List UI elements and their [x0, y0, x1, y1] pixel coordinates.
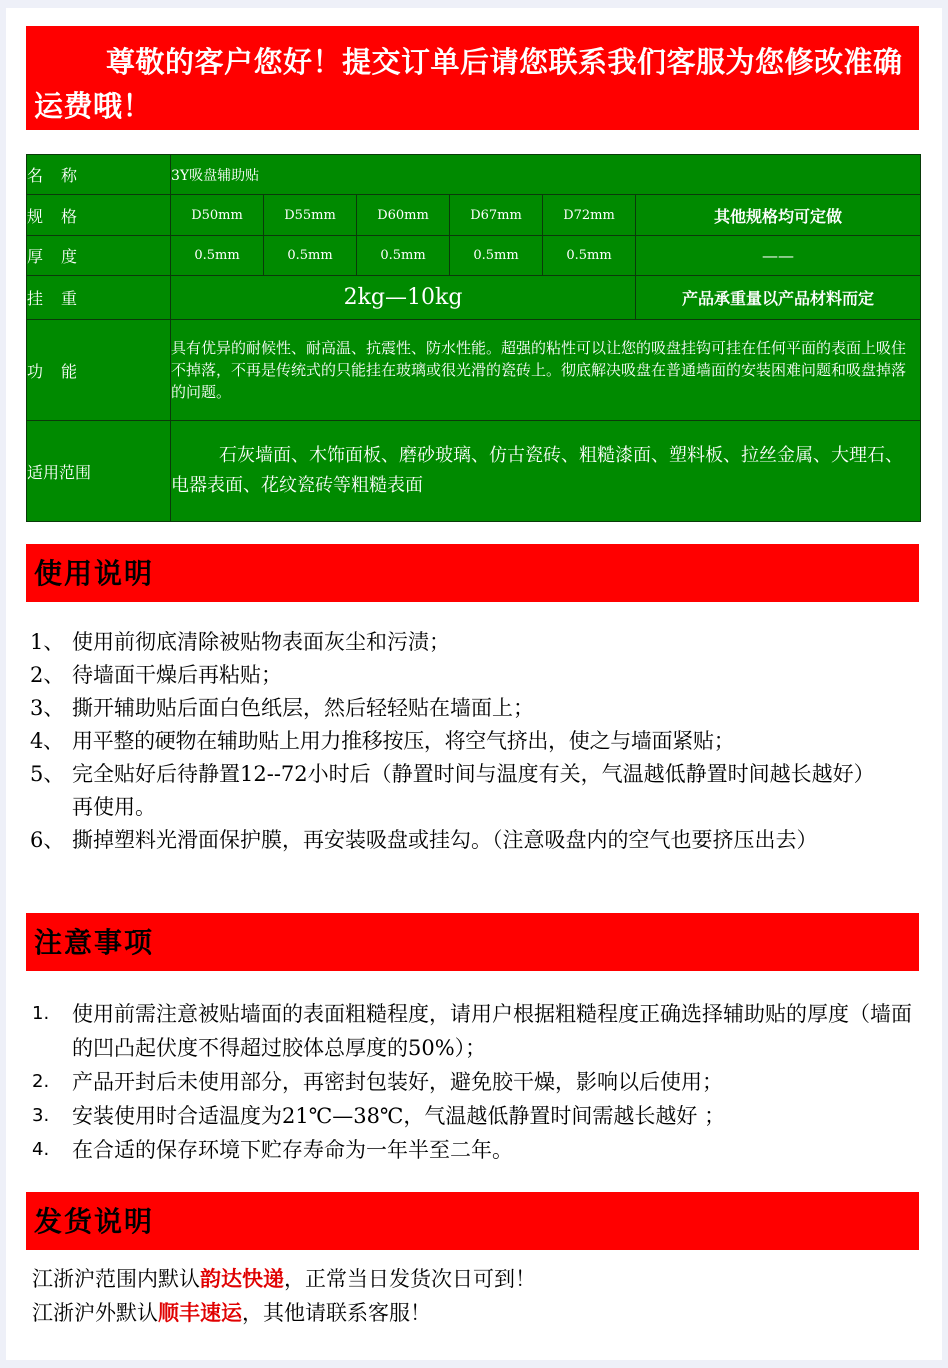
usage-section-header	[26, 544, 919, 602]
spec-value-scope: 石灰墙面、木饰面板、磨砂玻璃、仿古瓷砖、粗糙漆面、塑料板、拉丝金属、大理石、电器表面、花纹瓷砖等粗糙表面	[171, 421, 921, 522]
spec-weight-note: 产品承重量以产品材料而定	[636, 276, 921, 320]
list-item-number: 1、	[30, 630, 65, 654]
list-item-text: 撕开辅助贴后面白色纸层，然后轻轻贴在墙面上；	[72, 696, 534, 720]
shipping-line-2-prefix: 江浙沪外默认	[32, 1301, 158, 1325]
spec-size-cell: D72mm	[543, 195, 636, 236]
list-item-text: 完全贴好后待静置12--72小时后（静置时间与温度有关，气温越低静置时间越长越好）再使用。	[72, 762, 875, 819]
spec-row-weight	[27, 276, 921, 320]
spec-thickness-cell: 0.5mm	[543, 236, 636, 276]
spec-row-scope	[27, 421, 921, 522]
list-item-number: 5、	[30, 762, 65, 786]
shipping-section-title: 发货说明	[34, 1205, 155, 1238]
shipping-section-header	[26, 1192, 919, 1250]
spec-row-thickness	[27, 236, 921, 276]
list-item-text: 待墙面干燥后再粘贴；	[72, 663, 282, 687]
list-item	[30, 626, 916, 659]
spec-row-name	[27, 155, 921, 195]
spec-row-size	[27, 195, 921, 236]
spec-thickness-note: ——	[636, 236, 921, 276]
spec-label-scope: 适用范围	[27, 421, 171, 522]
spec-size-cell: D67mm	[450, 195, 543, 236]
list-item	[30, 692, 916, 725]
list-item-text: 产品开封后未使用部分，再密封包装好，避免胶干燥，影响以后使用；	[72, 1070, 723, 1094]
spec-size-cell: D55mm	[264, 195, 357, 236]
spec-table	[26, 154, 921, 522]
list-item	[30, 824, 916, 857]
spec-label-thickness: 厚 度	[27, 236, 171, 276]
spec-size-cell: D60mm	[357, 195, 450, 236]
spec-row-function	[27, 320, 921, 421]
spec-thickness-cell: 0.5mm	[171, 236, 264, 276]
list-item-number: 2、	[30, 663, 65, 687]
notice-banner-text: 尊敬的客户您好！提交订单后请您联系我们客服为您修改准确运费哦！	[34, 45, 903, 123]
list-item	[30, 997, 916, 1065]
list-item-text: 使用前彻底清除被贴物表面灰尘和污渍；	[72, 630, 450, 654]
shipping-courier-yunda: 韵达快递	[200, 1266, 284, 1291]
list-item-number: 4、	[30, 729, 64, 753]
list-item-text: 使用前需注意被贴墙面的表面粗糙程度，请用户根据粗糙程度正确选择辅助贴的厚度（墙面的凹凸起伏度不得超过胶体总厚度的50%）；	[72, 1002, 912, 1060]
spec-label-size: 规 格	[27, 195, 171, 236]
shipping-line-2-suffix: ，其他请联系客服！	[242, 1301, 431, 1325]
list-item-number: 4.	[32, 1139, 50, 1160]
list-item	[30, 725, 916, 758]
list-item-number: 6、	[30, 828, 65, 852]
notice-banner	[26, 26, 919, 130]
usage-section-title: 使用说明	[34, 557, 155, 590]
shipping-line-1-prefix: 江浙沪范围内默认	[32, 1267, 200, 1291]
spec-label-name: 名 称	[27, 155, 171, 195]
shipping-line-1-suffix: ，正常当日发货次日可到！	[284, 1267, 536, 1291]
list-item-text: 安装使用时合适温度为21℃—38℃，气温越低静置时间需越长越好 ；	[72, 1104, 726, 1128]
shipping-line-1	[32, 1262, 912, 1296]
spec-value-function: 具有优异的耐候性、耐高温、抗震性、防水性能。超强的粘性可以让您的吸盘挂钩可挂在任何平面的表面上吸住不掉落，不再是传统式的只能挂在玻璃或很光滑的瓷砖上。彻底解决吸盘在普通墙面的安装困难问题和吸盘掉落的问题。	[171, 320, 921, 421]
shipping-courier-sf: 顺丰速运	[158, 1300, 242, 1325]
shipping-line-2	[32, 1296, 912, 1330]
notes-section-header	[26, 913, 919, 971]
list-item	[30, 1133, 916, 1167]
notes-section-title: 注意事项	[34, 926, 155, 959]
shipping-info	[32, 1262, 912, 1330]
list-item-number: 2.	[32, 1071, 50, 1092]
spec-thickness-cell: 0.5mm	[450, 236, 543, 276]
notes-list	[30, 997, 916, 1167]
spec-label-weight: 挂 重	[27, 276, 171, 320]
list-item	[30, 1099, 916, 1133]
spec-value-name: 3Y吸盘辅助贴	[171, 155, 921, 195]
list-item	[30, 758, 916, 824]
spec-size-cell: D50mm	[171, 195, 264, 236]
spec-thickness-cell: 0.5mm	[264, 236, 357, 276]
usage-list	[30, 626, 916, 857]
spec-size-note: 其他规格均可定做	[636, 195, 921, 236]
list-item	[30, 659, 916, 692]
list-item-text: 撕掉塑料光滑面保护膜，再安装吸盘或挂勾。（注意吸盘内的空气也要挤压出去）	[72, 828, 818, 852]
list-item-text: 用平整的硬物在辅助贴上用力推移按压，将空气挤出，使之与墙面紧贴；	[72, 729, 735, 753]
list-item-number: 3.	[32, 1105, 50, 1126]
list-item-text: 在合适的保存环境下贮存寿命为一年半至二年。	[72, 1138, 513, 1162]
list-item-number: 3、	[30, 696, 65, 720]
spec-thickness-cell: 0.5mm	[357, 236, 450, 276]
spec-label-function: 功 能	[27, 320, 171, 421]
list-item-number: 1.	[32, 1003, 50, 1024]
spec-value-weight: 2kg—10kg	[171, 276, 636, 320]
list-item	[30, 1065, 916, 1099]
